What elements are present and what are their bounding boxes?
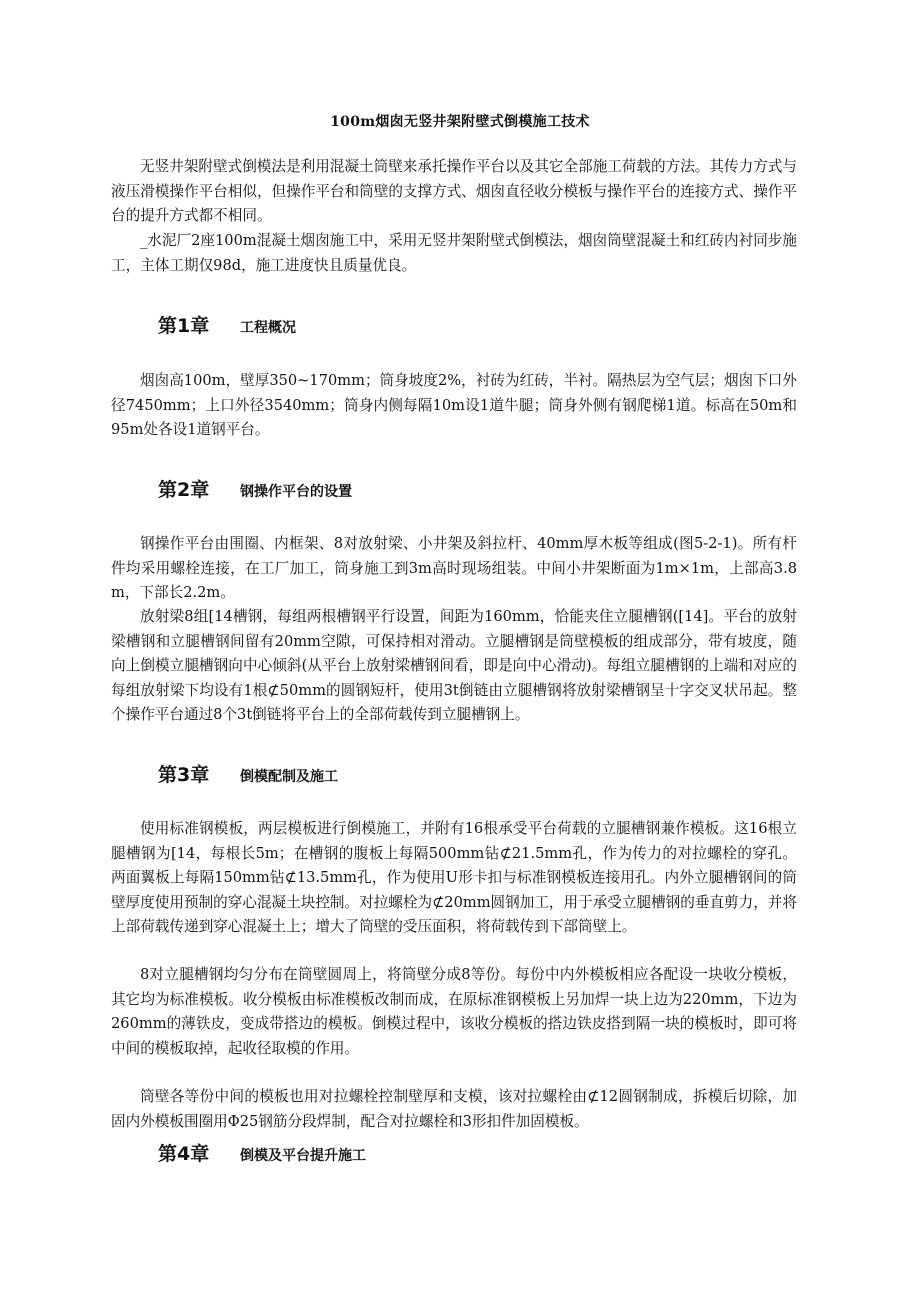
chapter-1-heading [158, 311, 296, 339]
chapter-2-number: 第2章 [158, 479, 210, 501]
chapter-1-paragraph-1: 烟囱高100m，壁厚350~170mm；筒身坡度2%，衬砖为红砖，半衬。隔热层为空气层；烟囱下口外径7450mm；上口外径3540mm；筒身内侧每隔10m设1道牛腿；筒身外侧有钢爬梯1道。标高在50m和95m处各设1道钢平台。 [111, 372, 797, 438]
chapter-3-paragraph-1: 使用标准钢模板，两层模板进行倒模施工，并附有16根承受平台荷载的立腿槽钢兼作模板。这16根立腿槽钢为[14，每根长5m；在槽钢的腹板上每隔500mm钻⊄21.5mm孔，作为传力的对拉螺栓的穿孔。两面翼板上每隔150mm钻⊄13.5mm孔，作为使用U形卡扣与标准钢模板连接用孔。内外立腿槽钢间的筒壁厚度使用预制的穿心混凝土块控制。对拉螺栓为⊄20mm圆钢加工，用于承受立腿槽钢的垂直剪力，并将上部荷载传递到穿心混凝土上；增大了筒壁的受压面积，将荷载传到下部筒壁上。 [111, 820, 798, 935]
chapter-1-name: 工程概况 [240, 320, 296, 336]
chapter-3-paragraph-2: 8对立腿槽钢均匀分布在筒壁圆周上，将筒壁分成8等份。每份中内外模板相应各配设一块收分模板，其它均为标准模板。收分模板由标准模板改制而成，在原标准钢模板上另加焊一块上边为220mm，下边为260mm的薄铁皮，变成带搭边的模板。倒模过程中，该收分模板的搭边铁皮搭到隔一块的模板时，即可将中间的模板取掉，起收径取模的作用。 [111, 966, 797, 1057]
document-title: 100m烟囱无竖井架附壁式倒模施工技术 [330, 114, 590, 130]
chapter-4-number: 第4章 [158, 1143, 210, 1165]
chapter-4-heading [158, 1139, 366, 1167]
chapter-2-name: 钢操作平台的设置 [240, 484, 352, 500]
intro-paragraph-2: _水泥厂2座100m混凝土烟囱施工中，采用无竖井架附壁式倒模法，烟囱筒壁混凝土和红砖内衬同步施工，主体工期仅98d，施工进度快且质量优良。 [111, 232, 797, 274]
chapter-2-paragraph-2: 放射梁8组[14槽钢，每组两根槽钢平行设置，间距为160mm，恰能夹住立腿槽钢([14]。平台的放射梁槽钢和立腿槽钢间留有20mm空隙，可保持相对滑动。立腿槽钢是筒壁模板的组成部分，带有坡度，随向上倒模立腿槽钢向中心倾斜(从平台上放射梁槽钢间看，即是向中心滑动)。每组立腿槽钢的上端和对应的每组放射梁下均设有1根⊄50mm的圆钢短杆，使用3t倒链由立腿槽钢将放射梁槽钢呈十字交叉状吊起。整个操作平台通过8个3t倒链将平台上的全部荷载传到立腿槽钢上。 [111, 608, 797, 723]
chapter-2-heading [158, 475, 352, 503]
chapter-3-number: 第3章 [158, 764, 210, 786]
chapter-4-name: 倒模及平台提升施工 [240, 1148, 366, 1164]
chapter-2-paragraph-1: 钢操作平台由围圈、内框架、8对放射梁、小井架及斜拉杆、40mm厚木板等组成(图5-2-1)。所有杆件均采用螺栓连接，在工厂加工，筒身施工到3m高时现场组装。中间小井架断面为1m×1m，上部高3.8m，下部长2.2m。 [111, 535, 797, 601]
chapter-1-number: 第1章 [158, 315, 210, 337]
intro-paragraph-1: 无竖井架附壁式倒模法是利用混凝土筒壁来承托操作平台以及其它全部施工荷载的方法。其传力方式与液压滑模操作平台相似，但操作平台和筒壁的支撑方式、烟囱直径收分模板与操作平台的连接方式、操作平台的提升方式都不相同。 [111, 158, 797, 224]
chapter-3-heading [158, 760, 338, 788]
chapter-3-name: 倒模配制及施工 [240, 769, 338, 785]
chapter-3-paragraph-3: 筒壁各等份中间的模板也用对拉螺栓控制壁厚和支模，该对拉螺栓由⊄12圆钢制成，拆模后切除，加固内外模板围圈用Φ25钢筋分段焊制，配合对拉螺栓和3形扣件加固模板。 [111, 1088, 797, 1130]
